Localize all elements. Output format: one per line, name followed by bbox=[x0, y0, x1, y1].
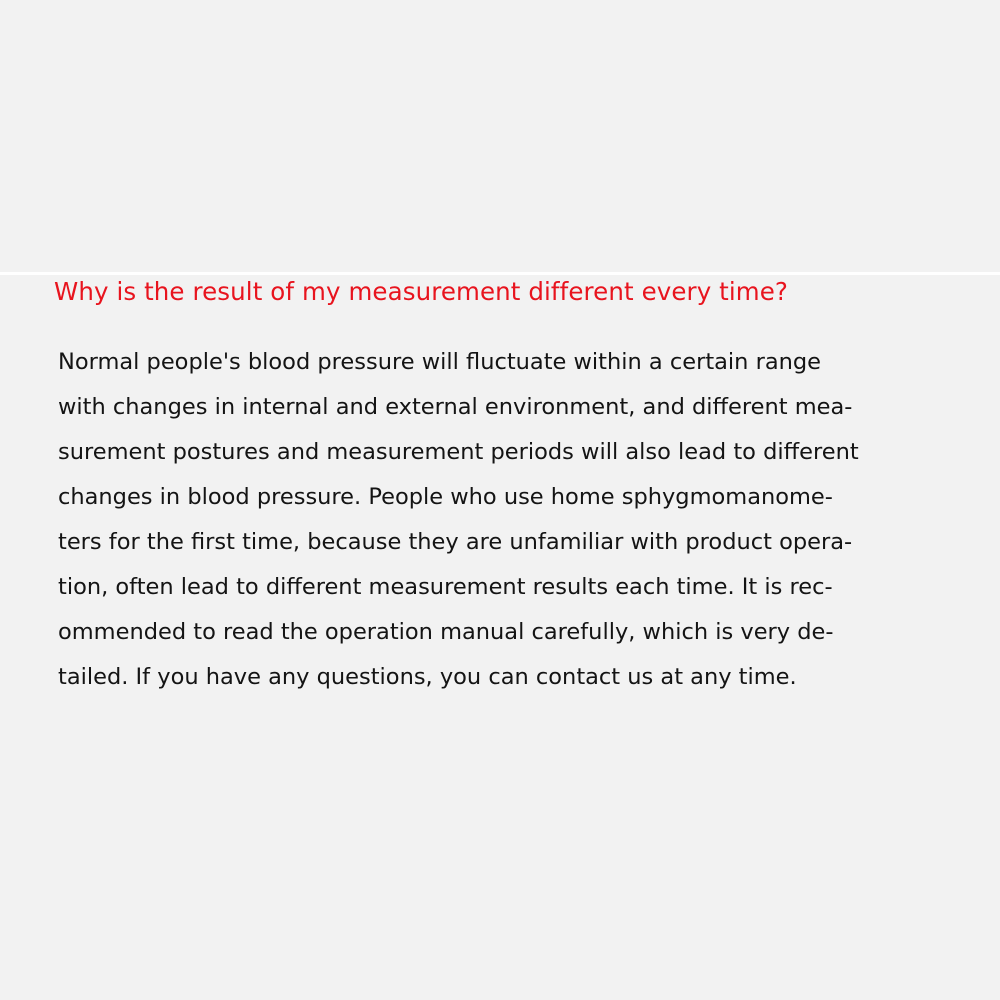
answer-line: Normal people's blood pressure will fluctuate within a certain range bbox=[58, 349, 822, 375]
answer-line: changes in blood pressure. People who use home sphygmomanome- bbox=[58, 484, 833, 510]
answer-line: ters for the first time, because they are unfamiliar with product opera- bbox=[58, 529, 853, 555]
faq-answer bbox=[58, 340, 978, 700]
answer-line: tailed. If you have any questions, you can contact us at any time. bbox=[58, 664, 797, 690]
answer-line: tion, often lead to different measurement results each time. It is rec- bbox=[58, 574, 833, 600]
faq-question: Why is the result of my measurement different every time? bbox=[54, 277, 789, 306]
answer-line: surement postures and measurement periods will also lead to different bbox=[58, 439, 859, 465]
answer-line: with changes in internal and external environment, and different mea- bbox=[58, 394, 853, 420]
answer-line: ommended to read the operation manual carefully, which is very de- bbox=[58, 619, 834, 645]
